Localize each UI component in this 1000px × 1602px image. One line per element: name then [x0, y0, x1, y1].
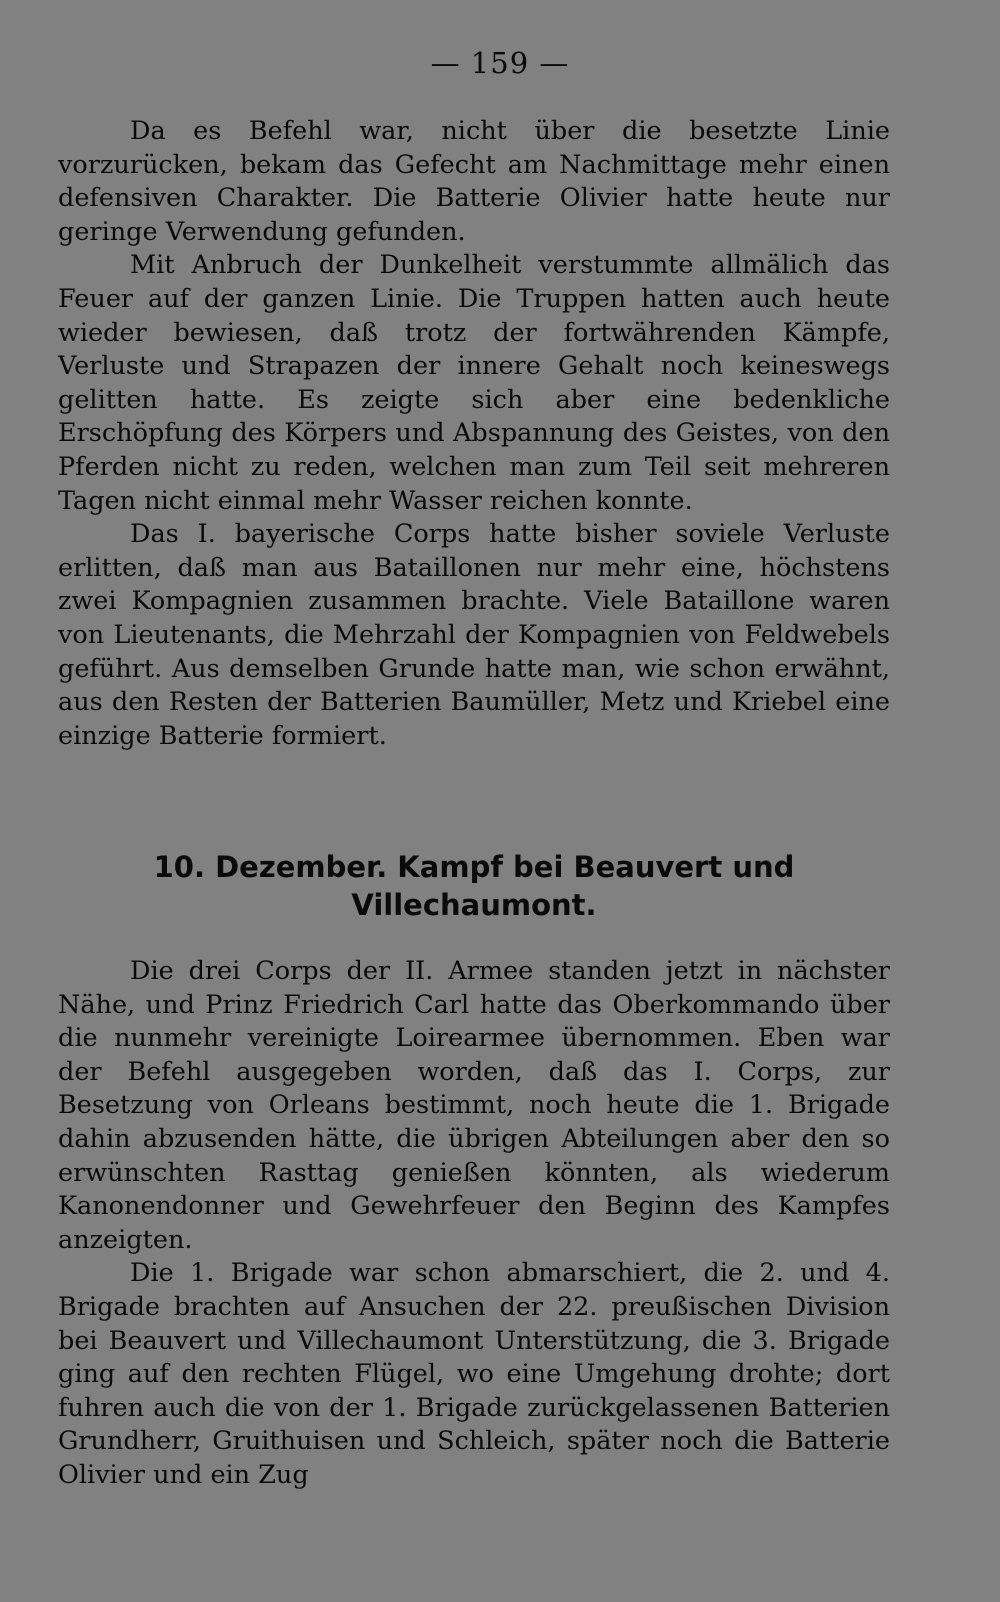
paragraph: Da es Befehl war, nicht über die besetzte Linie vorzurücken, bekam das Gefecht am Nachmittage mehr einen defensiven Charakter. Die Batterie Olivier hatte heute nur geringe Verwendung gefunden. — [58, 116, 890, 247]
paragraph: Mit Anbruch der Dunkelheit verstummte allmälich das Feuer auf der ganzen Linie. Die Truppen hatten auch heute wieder bewiesen, daß trotz der fortwährenden Kämpfe, Verluste und Strapazen der innere Gehalt noch keineswegs gelitten hatte. Es zeigte sich aber eine bedenkliche Erschöpfung des Körpers und Abspannung des Geistes, von den Pferden nicht zu reden, welchen man zum Teil seit mehreren Tagen nicht einmal mehr Wasser reichen konnte. — [58, 250, 890, 516]
section-heading — [58, 848, 890, 924]
text-block-top — [58, 115, 890, 753]
section-heading-line: 10. Dezember. Kampf bei Beauvert und — [153, 850, 795, 884]
paragraph: Die drei Corps der II. Armee standen jetzt in nächster Nähe, und Prinz Friedrich Carl hatte das Oberkommando über die nunmehr vereinigte Loirearmee übernommen. Eben war der Befehl ausgegeben worden, daß das I. Corps, zur Besetzung von Orleans bestimmt, noch heute die 1. Brigade dahin abzusenden hätte, die übrigen Abteilungen aber den so erwünschten Rasttag genießen könnten, als wiederum Kanonendonner und Gewehrfeuer den Beginn des Kampfes anzeigten. — [58, 956, 890, 1255]
page-number: — 159 — — [430, 46, 570, 80]
paragraph: Die 1. Brigade war schon abmarschiert, die 2. und 4. Brigade brachten auf Ansuchen der 22. preußischen Division bei Beauvert und Villechaumont Unterstützung, die 3. Brigade ging auf den rechten Flügel, wo eine Umgehung drohte; dort fuhren auch die von der 1. Brigade zurückgelassenen Batterien Grundherr, Gruithuisen und Schleich, später noch die Batterie Olivier und ein Zug — [58, 1258, 890, 1490]
text-block-bottom — [58, 955, 890, 1493]
section-heading-line: Villechaumont. — [351, 888, 597, 922]
paragraph: Das I. bayerische Corps hatte bisher soviele Verluste erlitten, daß man aus Bataillonen nur mehr eine, höchstens zwei Kompagnien zusammen brachte. Viele Bataillone waren von Lieutenants, die Mehrzahl der Kompagnien von Feldwebels geführt. Aus demselben Grunde hatte man, wie schon erwähnt, aus den Resten der Batterien Baumüller, Metz und Kriebel eine einzige Batterie formiert. — [58, 519, 890, 751]
